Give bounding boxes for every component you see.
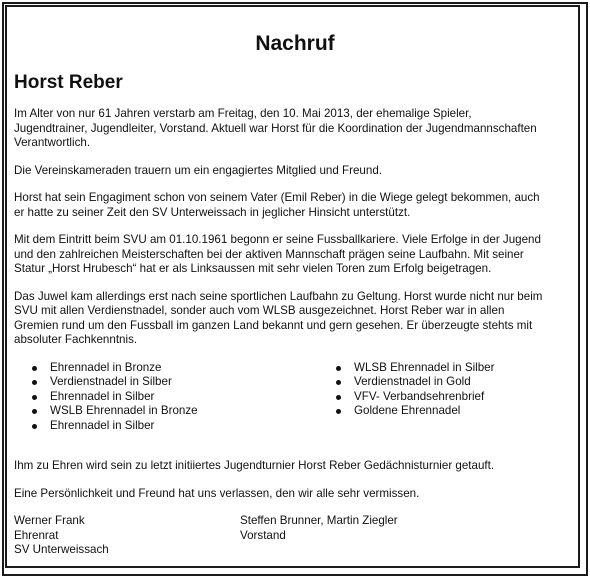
- award-label: VFV- Verbandsehrenbrief: [354, 389, 485, 403]
- signer-name: Werner Frank: [14, 514, 85, 527]
- list-item: [336, 390, 495, 405]
- obituary-content: [14, 30, 576, 558]
- award-label: Ehrennadel in Silber: [50, 418, 155, 432]
- paragraph-career: Mit dem Eintritt beim SVU am 01.10.1961 begonn er seine Fussballkariere. Viele Erfolge in der Jugend und den zahlreichen Meisterschaften bei der aktiven Mannschaft prägen seine Laufbahn. Mit seiner Statur „Horst Hrubesch“ hat er als Linksaussen mit sehr vielen Toren zum Erfolg beigetragen.: [14, 233, 541, 275]
- list-item: [32, 390, 336, 405]
- list-item: [336, 375, 495, 390]
- signer-role: Ehrenrat: [14, 528, 59, 542]
- awards-list-left: [14, 361, 336, 434]
- bullet-icon: [32, 395, 37, 400]
- bullet-icon: [32, 424, 37, 429]
- paragraph-honors: Das Juwel kam allerdings erst nach seine sportlichen Laufbahn zu Geltung. Horst wurde nicht nur beim SVU mit allen Verdienstnadel, sonder auch vom WLSB ausgezeichnet. Horst Reber war in allen Gremien rund um den Fussball im ganzen Land bekannt und gern gesehen. Er überzeugte stehts mit absoluter Fachkenntnis.: [14, 289, 543, 346]
- bullet-icon: [32, 366, 37, 371]
- list-item: [336, 361, 495, 376]
- award-label: Verdienstnadel in Silber: [50, 375, 172, 388]
- award-label: WLSB Ehrennadel in Silber: [354, 360, 495, 374]
- bullet-icon: [32, 380, 37, 385]
- list-item: [32, 361, 336, 376]
- award-label: Ehrennadel in Bronze: [50, 360, 162, 374]
- paragraph-mourning: Die Vereinskameraden trauern um ein engagiertes Mitglied und Freund.: [14, 163, 382, 177]
- bullet-icon: [336, 409, 341, 414]
- paragraph-engagement: Horst hat sein Engagiment schon von seinem Vater (Emil Reber) in die Wiege gelegt bekommen, auch er hatte zu seiner Zeit den SV Unterweissach in jeglicher Hinsicht unterstützt.: [14, 191, 540, 219]
- paragraph-farewell: Eine Persönlichkeit und Freund hat uns verlassen, den wir alle sehr vermissen.: [14, 486, 420, 500]
- award-label: Verdienstnadel in Gold: [354, 375, 471, 388]
- signer-name: Steffen Brunner, Martin Ziegler: [240, 514, 398, 527]
- awards-list-right: [336, 361, 495, 434]
- deceased-name: Horst Reber: [14, 72, 123, 93]
- paragraph-intro: Im Alter von nur 61 Jahren verstarb am Freitag, den 10. Mai 2013, der ehemalige Spieler, Jugendtrainer, Jugendleiter, Vorstand. Aktuell war Horst für die Koordination der Jugendmannschaften Verantwortlich.: [14, 107, 537, 149]
- list-item: [32, 419, 336, 434]
- bullet-icon: [336, 380, 341, 385]
- signature-left: [14, 514, 240, 558]
- signatures: [14, 514, 576, 558]
- awards-lists: [14, 361, 576, 434]
- award-label: Ehrennadel in Silber: [50, 389, 155, 403]
- signer-club: SV Unterweissach: [14, 543, 109, 556]
- award-label: WSLB Ehrennadel in Bronze: [50, 404, 198, 417]
- list-item: [32, 404, 336, 419]
- list-item: [32, 375, 336, 390]
- signature-right: [240, 514, 398, 558]
- signer-role: Vorstand: [240, 528, 286, 542]
- bullet-icon: [32, 409, 37, 414]
- page-title: Nachruf: [255, 32, 335, 55]
- bullet-icon: [336, 395, 341, 400]
- award-label: Goldene Ehrennadel: [354, 404, 461, 417]
- paragraph-tournament: Ihm zu Ehren wird sein zu letzt initiiertes Jugendturnier Horst Reber Gedächnisturnier getauft.: [14, 459, 495, 472]
- bullet-icon: [336, 366, 341, 371]
- list-item: [336, 404, 495, 419]
